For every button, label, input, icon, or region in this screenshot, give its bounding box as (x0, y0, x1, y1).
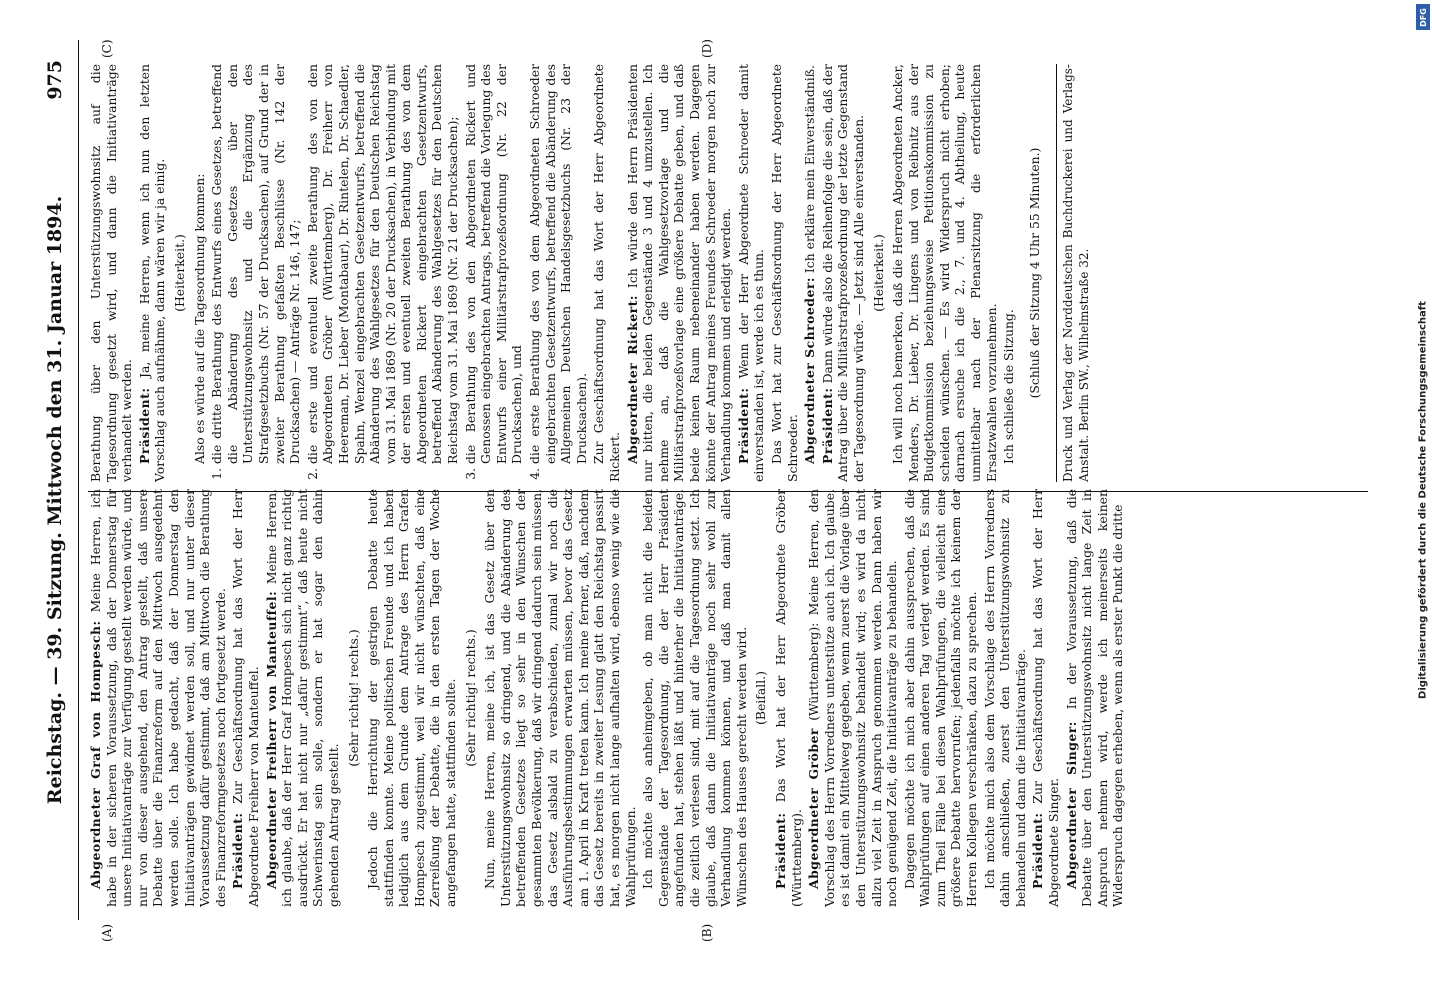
paragraph: Zur Geschäftsordnung hat das Wort der Herr Abgeordnete Rickert. (591, 64, 622, 482)
paragraph: Abgeordneter Graf von Hompesch: Meine Herren, ich habe in der sicheren Voraussetzung, daß der Donnerstag für unsere Initiativanträge zur Verfügung gestellt werden würde, und nur von dieser ausgehend, den Antrag gestellt, daß unsere Debatte über die Finanzreform auf den Mittwoch ausgedehnt werden solle. Ich habe gedacht, daß der Donnerstag den Initiativanträgen gewidmet werden soll, und nur unter dieser Voraussetzung dafür gestimmt, daß am Mittwoch die Berathung des Finanzreformgesetzes noch fortgesetzt werde. (88, 489, 228, 907)
paragraph: Das Wort hat zur Geschäftsordnung der Herr Abgeordnete Schroeder. (768, 64, 800, 482)
speaker-name: Präsident: (136, 387, 152, 464)
paragraph: Abgeordneter Rickert: Ich würde den Herrn Präsidenten nur bitten, die beiden Gegenstände 3 und 4 umzustellen. Ich nehme an, daß die Wahlgesetzvorlage und die Militärstrafprozeßvorlage eine größere Debatte geben, und daß beide keinen Raum nebeneinander haben werden. Dagegen könnte der Antrag meines Freundes Schroeder morgen noch zur Verhandlung kommen und erledigt werden. (624, 63, 734, 482)
interjection: (Sehr richtig! rechts.) (345, 629, 361, 767)
paragraph: Nun, meine Herren, meine ich, ist das Gesetz über den Unterstützungswohnsitz so dringend, und die Abänderung des betreffenden Gesetzes liegt so sehr in den Wünschen der gesammten Bevölkerung, daß wir dringend dadurch sein müssen, das Gesetz alsbald zu verabschieden, zumal wir noch die Ausführungsbestimmungen erwarten müssen, bevor das Gesetz am 1. April in Kraft treten kann. Ich meine ferner, daß, nachdem das Gesetz bereits in zweiter Lesung glatt den Reichstag passirt hat, es morgen nicht lange aufhalten wird, ebenso wenig wie die Wahlprüfungen. (482, 489, 638, 907)
dfg-logo-icon: DFG (1416, 4, 1430, 30)
paragraph: Präsident: Das Wort hat der Herr Abgeordnete Gröber (Württemberg). (772, 489, 804, 907)
speaker-name: Präsident: (819, 387, 835, 464)
interjection: (Beifall.) (753, 671, 769, 725)
paragraph: Ich will noch bemerken, daß die Herren Abgeordneten Ancker, Menders, Dr. Lieber, Dr. Lingens und von Reibnitz aus der Budgetkommission beziehungsweise Petitionskommission zu scheiden wünschen. — Es wird Widerspruch nicht erhoben; darnach ersuche ich die 2., 7. und 4. Abtheilung, heute unmittelbar nach der Plenarsitzung die erforderlichen Ersatzwahlen vorzunehmen. (890, 64, 999, 482)
header-rule (78, 40, 79, 920)
dfg-sidebar (1414, 0, 1432, 1000)
agenda-item: 3. die Berathung des von den Abgeordneten Rickert und Genossen eingebrachten Antrags, betreffend die Vorlegung des Entwurfs einer Militärstrafprozeßordnung (Nr. 22 der Drucksachen), und (463, 64, 525, 464)
paragraph: Präsident: Ja, meine Herren, wenn ich nun den letzten Vorschlag auch aufnähme, dann wären wir ja einig. (136, 64, 168, 482)
speaker-name: Abgeordneter Freiherr von Manteuffel: (263, 590, 279, 889)
speaker-name: Präsident: (1030, 812, 1046, 889)
speaker-name: Präsident: (735, 387, 751, 464)
paragraph: Ich möchte mich also dem Vorschlage des Herrn Vorredners dahin anschließen, zuerst den Unterstützungswohnsitz zu behandeln und dann die Initiativanträge. (981, 489, 1028, 907)
paragraph: Präsident: Wenn der Herr Abgeordnete Schroeder damit einverstanden ist, werde ich es thun. (735, 64, 767, 482)
funding-note: Digitalisierung gefördert durch die Deutsche Forschungsgemeinschaft (1417, 301, 1429, 699)
session-closing: (Schluß der Sitzung 4 Uhr 55 Minuten.) (1026, 147, 1042, 399)
agenda-item: 2. die erste und eventuell zweite Berathung des von den Abgeordneten Gröber (Württemberg), Dr. Freiherr von Heereman, Dr. Lieber (Montabaur), Dr. Rintelen, Dr. Schaedler, Spahn, Wenzel eingebrachten Gesetzentwurfs, betreffend die Abänderung des Wahlgesetzes für den Deutschen Reichstag vom 31. Mai 1869 (Nr. 20 der Drucksachen), in Verbindung mit der ersten und eventuell zweiten Berathung des von dem Abgeordneten Rickert eingebrachten Gesetzentwurfs, betreffend Abänderung des Wahlgesetzes für den Deutschen Reichstag vom 31. Mai 1869 (Nr. 21 der Drucksachen); (305, 64, 461, 464)
agenda-item: 4. die erste Berathung des von dem Abgeordneten Schroeder eingebrachten Gesetzentwurfs, betreffend die Abänderung des Allgemeinen Deutschen Handelsgesetzbuchs (Nr. 23 der Drucksachen). (527, 64, 589, 464)
paragraph: Abgeordneter Freiherr von Manteuffel: Meine Herren, ich glaube, daß der Herr Graf Hompesch sich nicht ganz richtig ausdrückt. Er hat nicht nur „dafür gestimmt“, daß heute nicht Schwerinstag sein solle, sondern er hat sogar den dahin gehenden Antrag gestellt. (263, 489, 341, 907)
margin-mark-a: (A) (100, 923, 114, 942)
paragraph: Ich möchte also anheimgeben, ob man nicht die beiden Gegenstände der Tagesordnung, die der Herr Präsident angefunden hat, stehen läßt und hinterher die Initiativanträge, die zeitlich verlesen sind, mit auf die Tagesordnung setzt. Ich glaube, daß dann die Initiativanträge noch sehr wohl zur Verhandlung kommen können, und daß man damit allen Wünschen des Hauses gerecht werden wird. (640, 489, 749, 907)
right-column (88, 64, 1093, 482)
paragraph: Berathung über den Unterstützungswohnsitz auf die Tagesordnung gesetzt wird, und dann die Initiativanträge verhandelt werden. (88, 64, 135, 482)
page-number: 975 (44, 60, 66, 100)
margin-mark-b: (B) (700, 923, 714, 942)
margin-mark-c: (C) (100, 39, 114, 58)
agenda-list (209, 64, 589, 482)
paragraph: Präsident: Zur Geschäftsordnung hat das Wort der Herr Abgeordnete Freiherr von Manteuffel. (230, 489, 261, 907)
paragraph: Abgeordneter Gröber (Württemberg): Meine Herren, den Vorschlag des Herrn Vorredners unterstütze auch ich. Ich glaube, es ist damit ein Mittelweg gegeben, wenn zuerst die Vorlage über den Unterstützungswohnsitz behandelt wird; es wird da nicht allzu viel Zeit in Anspruch genommen werden. Dann haben wir noch genügend Zeit, die Initiativanträge zu behandeln. (806, 489, 900, 907)
agenda-item: 1. die dritte Berathung des Entwurfs eines Gesetzes, betreffend die Abänderung des Gesetzes über den Unterstützungswohnsitz und die Ergänzung des Strafgesetzbuchs (Nr. 57 der Drucksachen), auf Grund der in zweiter Berathung gefaßten Beschlüsse (Nr. 142 der Drucksachen) — Anträge Nr. 146, 147; (209, 64, 303, 464)
paragraph: Dagegen möchte ich mich aber dahin aussprechen, daß die Wahlprüfungen auf einen anderen Tag verlegt werden. Es sind zum Theil Fälle bei diesen Wahlprüfungen, die vielleicht eine größere Debatte hervorrufen; jedenfalls möchte ich keinem der Herren Kollegen verschränken, dazu zu sprechen. (901, 489, 980, 907)
margin-mark-d: (D) (700, 39, 714, 58)
page-header (44, 50, 74, 950)
speaker-name: Abgeordneter Schroeder: (802, 277, 818, 464)
interjection: (Sehr richtig! rechts.) (462, 629, 478, 767)
paragraph: Abgeordneter Singer: In der Voraussetzung, daß die Debatte über den Unterstützungswohnsitz nicht lange Zeit in Anspruch nehmen wird, werde ich meinerseits keinen Widerspruch dagegen erheben, wenn als erster Punkt die dritte (1063, 489, 1126, 907)
paragraph: Abgeordneter Schroeder: Ich erkläre mein Einverständniß. (802, 65, 818, 464)
paragraph: Präsident: Zur Geschäftsordnung hat das Wort der Herr Abgeordnete Singer. (1030, 489, 1062, 907)
paragraph: Präsident: Dann würde also die Reihenfolge die sein, daß der Antrag über die Militärstrafprozeßordnung der letzte Gegenstand der Tagesordnung würde. — Jetzt sind Alle einverstanden. (819, 64, 866, 482)
column-divider (88, 491, 1368, 492)
speaker-name: Abgeordneter Singer: (1063, 721, 1079, 889)
printer-imprint: Druck und Verlag der Norddeutschen Buchdruckerei und Verlags-Anstalt. Berlin SW., Wilhelmstraße 32. (1056, 64, 1092, 482)
speaker-name: Abgeordneter Graf von Hompesch: (88, 620, 103, 889)
paragraph: Ich schließe die Sitzung. (1001, 309, 1017, 464)
paragraph: Jedoch die Herrichtung der gestrigen Debatte heute stattfinden konnte. Meine politischen Freunde und ich haben lediglich aus dem Grunde dem Antrage des Herrn Grafen Hompesch zugestimmt, weil wir nicht wünschten, daß eine Zerreißung der Debatte, die in den ersten Tagen der Woche angefangen hatte, stattfinden sollte. (365, 489, 459, 907)
speaker-name: Präsident: (772, 812, 788, 889)
speaker-name: Abgeordneter Gröber (806, 728, 822, 889)
speaker-name: Präsident: (230, 812, 246, 889)
interjection: (Heiterkeit.) (870, 234, 886, 312)
left-column (88, 489, 1128, 907)
speaker-name: Abgeordneter Rickert: (624, 295, 640, 464)
interjection: (Heiterkeit.) (171, 234, 187, 312)
running-title: Reichstag. — 39. Sitzung. Mittwoch den 31. Januar 1894. (44, 195, 66, 805)
paragraph: Also es würde auf die Tagesordnung kommen: (191, 173, 207, 464)
